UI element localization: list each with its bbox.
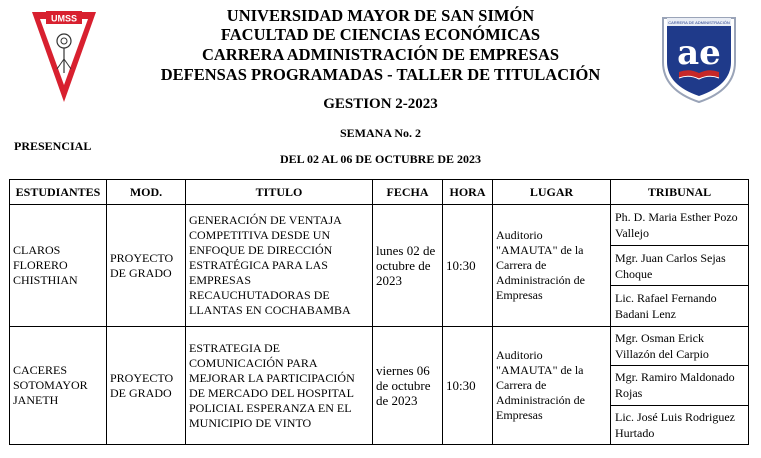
hora-cell: 10:30	[443, 327, 493, 445]
university-name: UNIVERSIDAD MAYOR DE SAN SIMÓN	[226, 6, 535, 25]
column-header: FECHA	[373, 180, 443, 205]
column-header: TITULO	[186, 180, 373, 205]
umss-logo-text: UMSS	[50, 13, 78, 24]
column-header: LUGAR	[493, 180, 611, 205]
column-header: TRIBUNAL	[611, 180, 749, 205]
tribunal-member: Mgr. Osman Erick Villazón del Carpio	[611, 327, 748, 366]
modalidad-label: PRESENCIAL	[14, 139, 92, 153]
date-range: DEL 02 AL 06 DE OCTUBRE DE 2023	[279, 152, 482, 166]
titulo-cell: ESTRATEGIA DE COMUNICACIÓN PARA MEJORAR LA PARTICIPACIÓN DE MERCADO DEL HOSPITAL POLICIAL ESPERANZA EN EL MUNICIPIO DE VINTO	[186, 327, 373, 445]
defensas-table	[9, 179, 749, 445]
fecha-cell: viernes 06 de octubre de 2023	[373, 327, 443, 445]
table-header-row	[10, 180, 749, 205]
titulo-cell: GENERACIÓN DE VENTAJA COMPETITIVA DESDE UN ENFOQUE DE DIRECCIÓN ESTRATÉGICA PARA LAS EMPRESAS RECAUCHUTADORAS DE LLANTAS EN COCHABAMBA	[186, 205, 373, 327]
tribunal-cell	[611, 327, 749, 445]
estudiante-cell: CACERES SOTOMAYOR JANETH	[10, 327, 107, 445]
modalidad-cell: PROYECTO DE GRADO	[107, 205, 186, 327]
table-row	[10, 327, 749, 445]
lugar-cell: Auditorio "AMAUTA" de la Carrera de Administración de Empresas	[493, 327, 611, 445]
fecha-cell: lunes 02 de octubre de 2023	[373, 205, 443, 327]
ae-logo-text: ae	[677, 33, 721, 73]
modalidad-cell: PROYECTO DE GRADO	[107, 327, 186, 445]
column-header: ESTUDIANTES	[10, 180, 107, 205]
semana-label: SEMANA No. 2	[339, 126, 421, 140]
gestion-label: GESTION 2-2023	[323, 96, 438, 112]
tribunal-cell	[611, 205, 749, 327]
faculty-name: FACULTAD DE CIENCIAS ECONÓMICAS	[220, 25, 541, 44]
hora-cell: 10:30	[443, 205, 493, 327]
tribunal-member: Ph. D. Maria Esther Pozo Vallejo	[611, 205, 748, 246]
column-header: HORA	[443, 180, 493, 205]
svg-text:CARRERA DE ADMINISTRACIÓN: CARRERA DE ADMINISTRACIÓN	[668, 20, 730, 25]
tribunal-member: Lic. José Luis Rodriguez Hurtado	[615, 409, 735, 440]
career-name: CARRERA ADMINISTRACIÓN DE EMPRESAS	[201, 45, 560, 64]
tribunal-member: Lic. Rafael Fernando Badani Lenz	[615, 291, 717, 322]
column-header: MOD.	[107, 180, 186, 205]
table-row	[10, 205, 749, 327]
tribunal-member: Mgr. Juan Carlos Sejas Choque	[611, 246, 748, 287]
estudiante-cell: CLAROS FLORERO CHISTHIAN	[10, 205, 107, 327]
lugar-cell: Auditorio "AMAUTA" de la Carrera de Administración de Empresas	[493, 205, 611, 327]
tribunal-member: Mgr. Ramiro Maldonado Rojas	[611, 366, 748, 405]
document-title: DEFENSAS PROGRAMADAS - TALLER DE TITULACIÓN	[160, 65, 601, 84]
